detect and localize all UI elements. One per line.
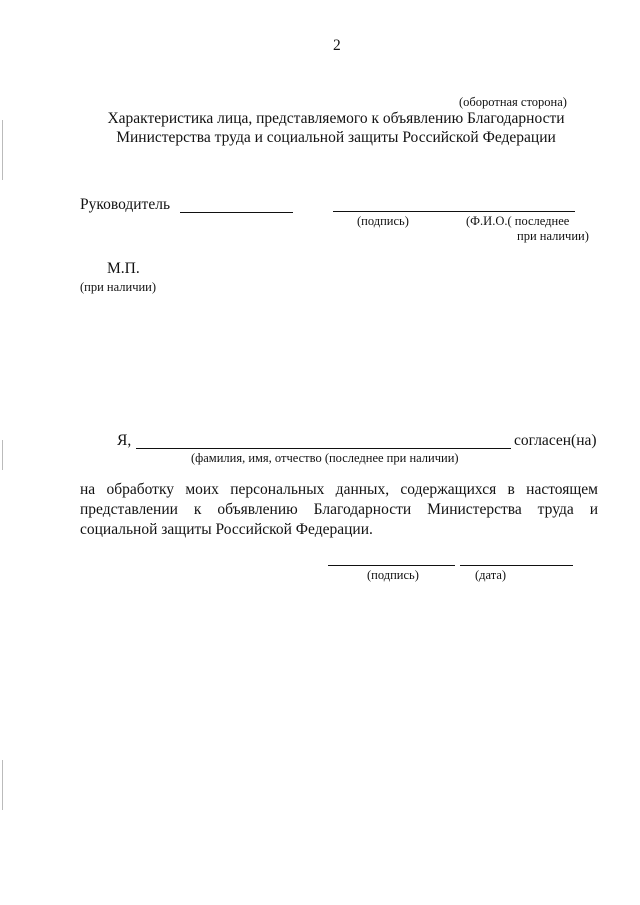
consent-signature-line	[328, 565, 455, 566]
consent-date-line	[460, 565, 573, 566]
consent-name-caption: (фамилия, имя, отчество (последнее при наличии)	[191, 451, 459, 465]
consent-suffix: согласен(на)	[514, 432, 597, 449]
head-short-line	[180, 212, 293, 213]
scan-edge-mark	[2, 440, 3, 470]
head-signature-caption: (подпись)	[357, 214, 409, 228]
head-signature-line	[333, 211, 575, 212]
side-note: (оборотная сторона)	[459, 95, 567, 109]
stamp-caption: (при наличии)	[80, 280, 157, 294]
consent-text: на обработку моих персональных данных, содержащихся в настоящем представлении к объявлению Благодарности Министерства труда и социальной защиты Российской Федерации.	[80, 481, 598, 538]
scan-edge-mark	[2, 760, 3, 810]
head-label: Руководитель	[80, 196, 171, 213]
document-title-line2: Министерства труда и социальной защиты Российской Федерации	[116, 129, 556, 146]
consent-name-line	[136, 448, 511, 449]
head-fio-caption-line1: (Ф.И.О.( последнее	[466, 214, 570, 228]
page-number: 2	[333, 37, 341, 54]
stamp-label: М.П.	[107, 260, 140, 277]
consent-prefix: Я,	[117, 432, 132, 449]
consent-date-caption: (дата)	[475, 568, 507, 582]
head-fio-caption-line2: при наличии)	[517, 229, 589, 243]
consent-signature-caption: (подпись)	[367, 568, 419, 582]
document-title-line1: Характеристика лица, представляемого к объявлению Благодарности	[107, 110, 565, 127]
